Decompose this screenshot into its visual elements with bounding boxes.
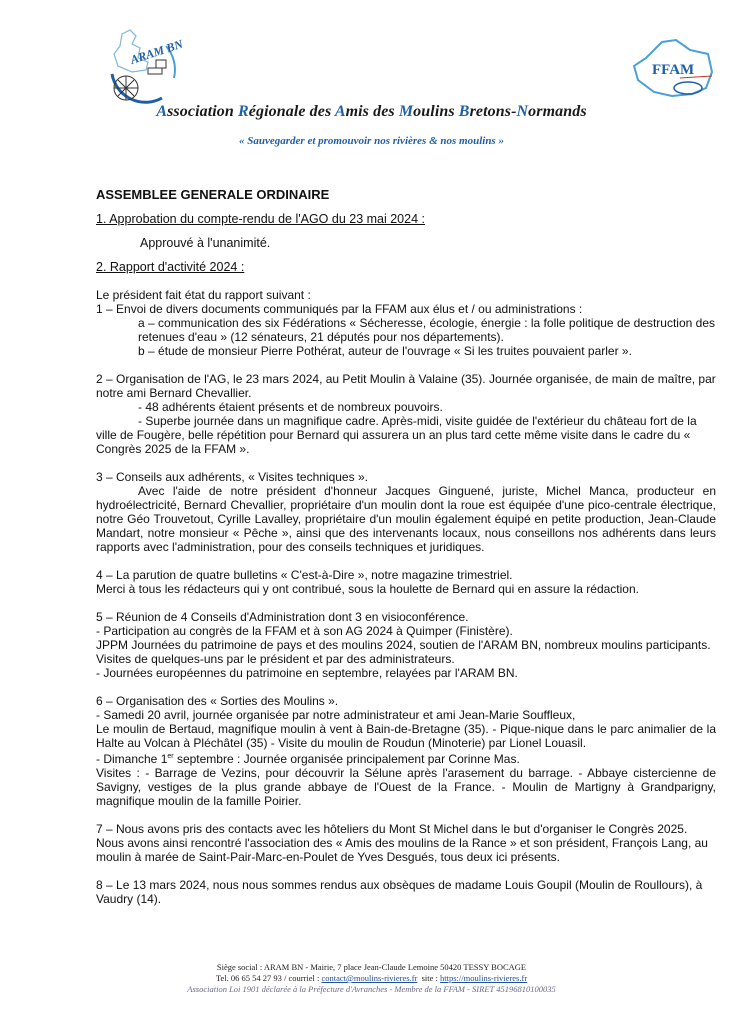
title-capital: A xyxy=(334,103,346,120)
item-2-line-1: - 48 adhérents étaient présents et de nombreux pouvoirs. xyxy=(138,400,443,414)
title-segment: retons- xyxy=(469,103,517,120)
item-1-head: 1 – Envoi de divers documents communiqués par la FFAM aux élus et / ou administrations : xyxy=(96,302,583,316)
association-title xyxy=(0,103,743,121)
section-2-title: 2. Rapport d'activité 2024 : xyxy=(96,260,245,274)
item-6-line-3 xyxy=(96,750,716,766)
footer-contact xyxy=(0,973,743,984)
item-6-head: 6 – Organisation des « Sorties des Moulins ». xyxy=(96,694,339,708)
footer-tel: Tel. 06 65 54 27 93 / courriel : xyxy=(215,973,322,983)
item-3-body: Avec l'aide de notre président d'honneur Jacques Ginguené, juriste, Michel Manca, producteur en hydroélectricité, Bernard Chevallier, propriétaire d'un moulin dont la roue est équipée d'une pico-centrale électrique, notre Géo Trouvetout, Cyrille Lavalley, propriétaire d'un moulin également équipé en petite production, Jean-Claude Mandart, notre monsieur « Pêche », ainsi que des intervenants locaux, nous conseillons nos adhérents dans leurs rapports avec l'administration, pour des conseils techniques et juridiques. xyxy=(96,484,716,554)
ordinal-sup: er xyxy=(167,753,174,760)
ffam-logo-text: FFAM xyxy=(652,62,695,78)
site-link[interactable]: https://moulins-rivieres.fr xyxy=(440,973,528,983)
document-body xyxy=(96,188,716,906)
footer-site-label: site : xyxy=(417,973,441,983)
slogan: « Sauvegarder et promouvoir nos rivières & nos moulins » xyxy=(239,135,504,147)
item-6-line-3-post: septembre : Journée organisée principalement par Corinne Mas. xyxy=(173,752,520,766)
aram-bn-logo xyxy=(92,26,192,106)
item-4-body: Merci à tous les rédacteurs qui y ont contribué, sous la houlette de Bernard qui en assure la rédaction. xyxy=(96,582,639,596)
item-6-line-1: - Samedi 20 avril, journée organisée par notre administrateur et ami Jean-Marie Souffleux, xyxy=(96,708,576,722)
title-segment: égionale des xyxy=(248,103,335,120)
title-segment: oulins xyxy=(413,103,459,120)
title-segment: ormands xyxy=(528,103,587,120)
title-capital: A xyxy=(156,103,168,120)
item-1-b: b – étude de monsieur Pierre Pothérat, auteur de l'ouvrage « Si les truites pouvaient parler ». xyxy=(138,344,632,358)
item-5-head: 5 – Réunion de 4 Conseils d'Administration dont 3 en visioconférence. xyxy=(96,610,469,624)
item-6-line-2: Le moulin de Bertaud, magnifique moulin à vent à Bain-de-Bretagne (35). - Pique-nique dans le parc animalier de la Halte au Volcan à Pléchâtel (35) - Visite du moulin de Roudun (Minoterie) par Lionel Louasil. xyxy=(96,722,716,750)
item-5-line-2: JPPM Journées du patrimoine de pays et des moulins 2024, soutien de l'ARAM BN, nombreux moulins participants. Visites de quelques-uns par le président et par des administrateurs. xyxy=(96,638,711,666)
section-1-text: Approuvé à l'unanimité. xyxy=(140,236,271,250)
footer-legal: Association Loi 1901 déclarée à la Préfecture d'Avranches - Membre de la FFAM - SIRET 45196810100035 xyxy=(187,984,556,994)
main-title: ASSEMBLEE GENERALE ORDINAIRE xyxy=(96,187,330,202)
item-7-head: 7 – Nous avons pris des contacts avec les hôteliers du Mont St Michel dans le but d'organiser le Congrès 2025. xyxy=(96,822,688,836)
title-segment: ssociation xyxy=(167,103,238,120)
title-capital: M xyxy=(398,103,414,120)
item-7-body: Nous avons ainsi rencontré l'association des « Amis des moulins de la Rance » et son président, François Lang, au moulin à marée de Saint-Pair-Marc-en-Poulet de Yves Desgués, tous deux ici présents. xyxy=(96,836,708,864)
report-intro: Le président fait état du rapport suivant : xyxy=(96,288,311,302)
title-capital: B xyxy=(458,103,470,120)
email-link[interactable]: contact@moulins-rivieres.fr xyxy=(321,973,418,983)
footer xyxy=(0,962,743,995)
item-8-head: 8 – Le 13 mars 2024, nous nous sommes rendus aux obsèques de madame Louis Goupil (Moulin de Roullours), à Vaudry (14). xyxy=(96,878,703,906)
item-6-line-3-pre: - Dimanche 1 xyxy=(96,752,168,766)
title-segment: mis des xyxy=(345,103,399,120)
footer-address: Siège social : ARAM BN - Mairie, 7 place Jean-Claude Lemoine 50420 TESSY BOCAGE xyxy=(216,962,527,972)
item-1-a: a – communication des six Fédérations « Sécheresse, écologie, énergie : la folle politique de destruction des retenues d'eau » (12 sénateurs, 21 députés pour nos départements). xyxy=(138,316,716,344)
item-4-head: 4 – La parution de quatre bulletins « C'est-à-Dire », notre magazine trimestriel. xyxy=(96,568,513,582)
item-5-line-1: - Participation au congrès de la FFAM et à son AG 2024 à Quimper (Finistère). xyxy=(96,624,513,638)
title-capital: R xyxy=(238,103,249,120)
item-3-head: 3 – Conseils aux adhérents, « Visites techniques ». xyxy=(96,470,368,484)
title-capital: N xyxy=(516,103,529,120)
aram-logo-text: ARAM BN xyxy=(128,36,185,67)
section-1-title: 1. Approbation du compte-rendu de l'AGO du 23 mai 2024 : xyxy=(96,212,425,226)
item-5-line-3: - Journées européennes du patrimoine en septembre, relayées par l'ARAM BN. xyxy=(96,666,518,680)
ffam-logo xyxy=(628,36,728,106)
item-6-line-4: Visites : - Barrage de Vezins, pour découvrir la Sélune après l'arasement du barrage. - Abbaye cistercienne de Savigny, vestiges de la plus grande abbaye de l'Ouest de la France. - Moulin de Martigny à Grandparigny, magnifique moulin de la famille Poirier. xyxy=(96,766,716,808)
item-2-head: 2 – Organisation de l'AG, le 23 mars 2024, au Petit Moulin à Valaine (35). Journée organisée, de main de maître, par notre ami Bernard Chevallier. xyxy=(96,372,716,400)
item-2-line-2: - Superbe journée dans un magnifique cadre. Après-midi, visite guidée de l'extérieur du château fort de la ville de Fougère, belle répétition pour Bernard qui assurera un an plus tard cette même visite dans le cadre du « Congrès 2025 de la FFAM ». xyxy=(96,414,697,456)
